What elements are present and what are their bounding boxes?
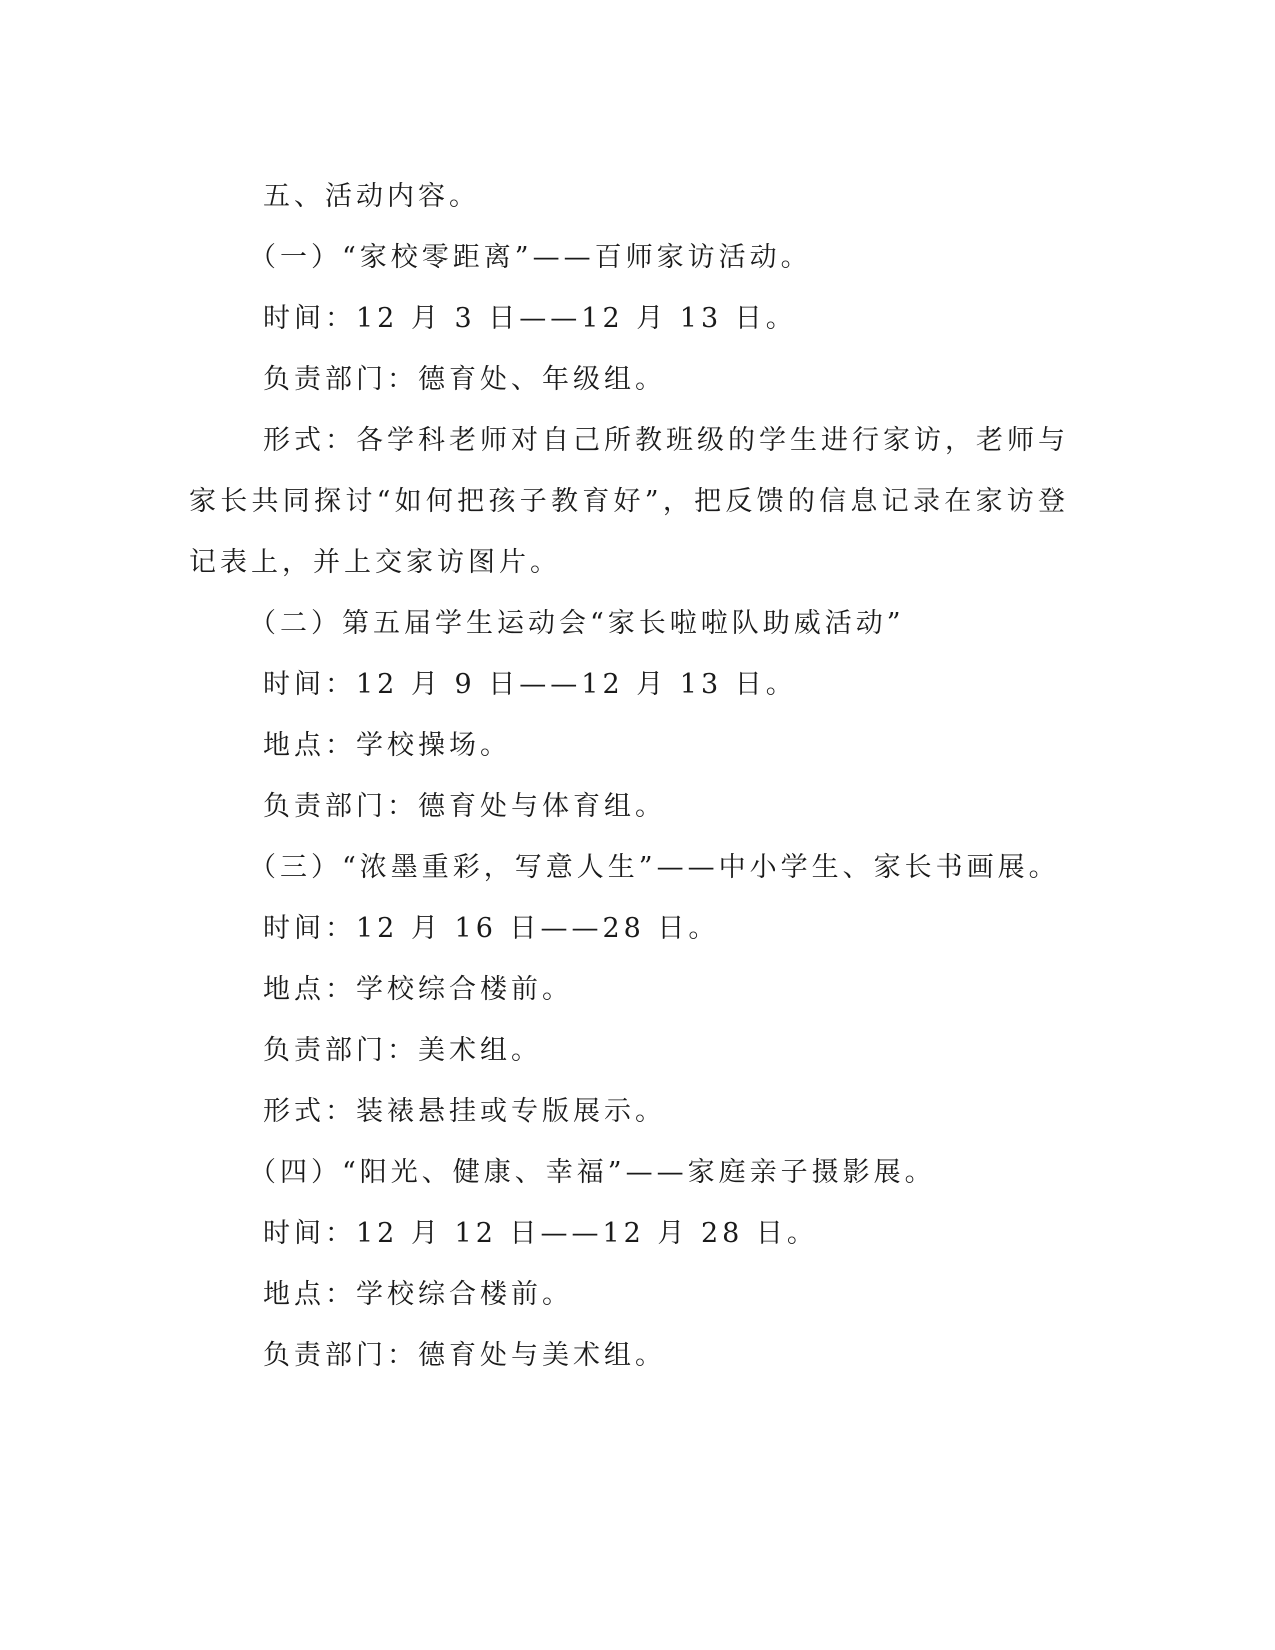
- activity-4-title: （四）“阳光、健康、幸福”——家庭亲子摄影展。: [249, 1157, 936, 1188]
- activity-3-department: 负责部门：美术组。: [263, 1035, 542, 1066]
- section-heading: 五、活动内容。: [263, 181, 480, 212]
- activity-4-department: 负责部门：德育处与美术组。: [263, 1340, 666, 1371]
- activity-4-location: 地点：学校综合楼前。: [263, 1279, 573, 1310]
- activity-3-title: （三）“浓墨重彩，写意人生”——中小学生、家长书画展。: [249, 852, 1060, 883]
- activity-4-time: 时间：12 月 12 日——12 月 28 日。: [263, 1218, 818, 1249]
- activity-2-time: 时间：12 月 9 日——12 月 13 日。: [263, 669, 797, 700]
- activity-1-department: 负责部门：德育处、年级组。: [263, 364, 666, 395]
- activity-1-time: 时间：12 月 3 日——12 月 13 日。: [263, 303, 797, 334]
- document-body: [189, 166, 1069, 1386]
- activity-2-location: 地点：学校操场。: [263, 730, 511, 761]
- activity-3-form: 形式：装裱悬挂或专版展示。: [263, 1096, 666, 1127]
- activity-3-time: 时间：12 月 16 日——28 日。: [263, 913, 720, 944]
- activity-2-title: （二）第五届学生运动会“家长啦啦队助威活动”: [249, 608, 905, 639]
- activity-2-department: 负责部门：德育处与体育组。: [263, 791, 666, 822]
- activity-1-title: （一）“家校零距离”——百师家访活动。: [249, 242, 812, 273]
- activity-3-location: 地点：学校综合楼前。: [263, 974, 573, 1005]
- activity-1-form: 形式：各学科老师对自己所教班级的学生进行家访，老师与家长共同探讨“如何把孩子教育好”，把反馈的信息记录在家访登记表上，并上交家访图片。: [189, 425, 1069, 578]
